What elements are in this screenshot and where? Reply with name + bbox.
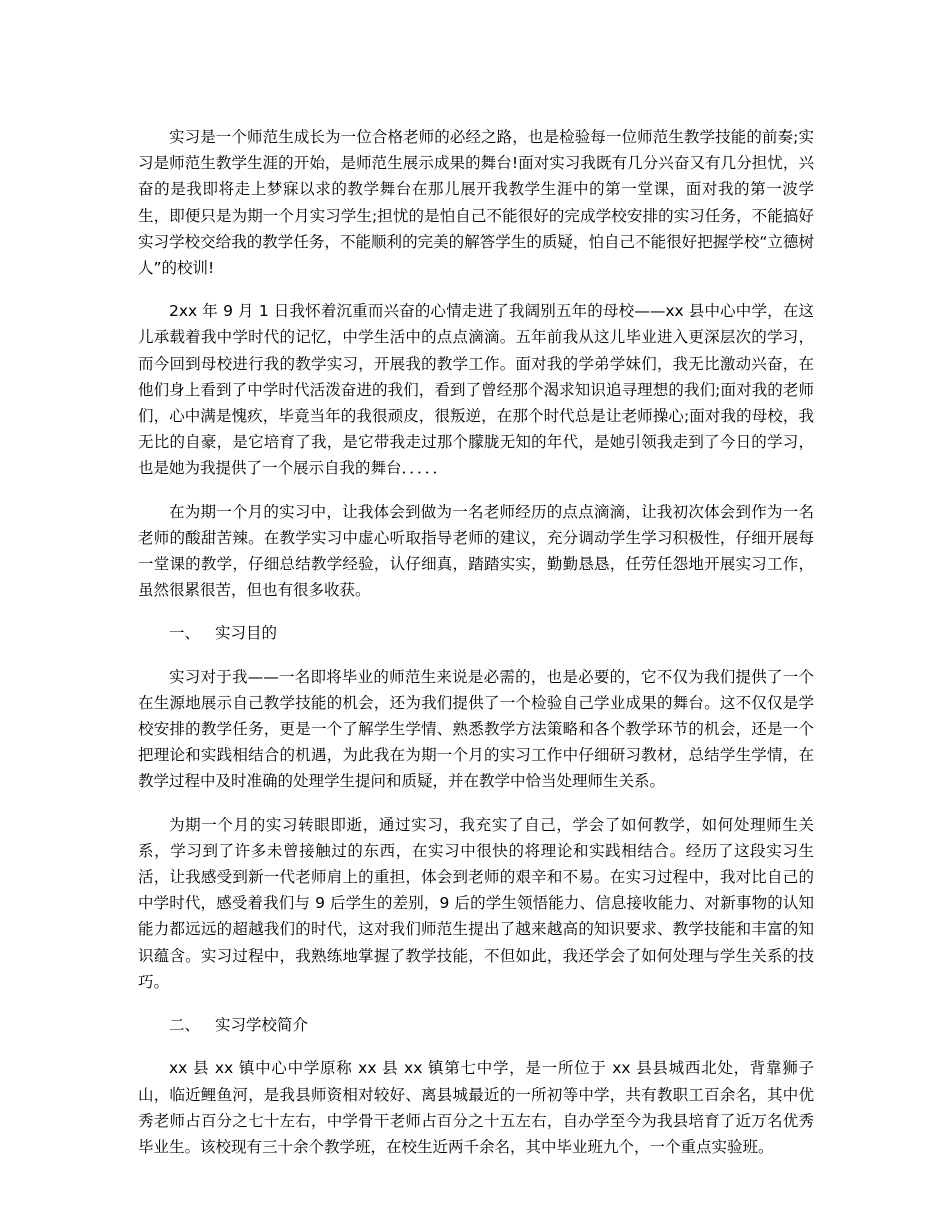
paragraph-school-intro: xx 县 xx 镇中心中学原称 xx 县 xx 镇第七中学，是一所位于 xx 县县城西北处，背靠狮子山，临近鲤鱼河，是我县师资相对较好、离县城最近的一所初等中学，共有教职工百余名，其中优秀老师占百分之七十左右，中学骨干老师占百分之十五左右，自办学至今为我县培育了近万名优秀毕业生。该校现有三十余个教学班，在校生近两千余名，其中毕业班九个，一个重点实验班。	[138, 1059, 814, 1156]
section-title: 实习目的	[215, 624, 278, 643]
paragraph-gains: 为期一个月的实习转眼即逝，通过实习，我充实了自己，学会了如何教学，如何处理师生关系，学习到了许多未曾接触过的东西，在实习中很快的将理论和实践相结合。经历了这段实习生活，让我感受到新一代老师肩上的重担，体会到老师的艰辛和不易。在实习过程中，我对比自己的中学时代，感受着我们与 9 后学生的差别，9 后的学生领悟能力、信息接收能力、对新事物的认知能力都远远的超越我们的时代，这对我们师范生提出了越来越高的知识要求、教学技能和丰富的知识蕴含。实习过程中，我熟练地掌握了教学技能，不但如此，我还学会了如何处理与学生关系的技巧。	[138, 815, 814, 991]
document-page	[138, 124, 814, 1177]
paragraph-purpose: 实习对于我——一名即将毕业的师范生来说是必需的，也是必要的，它不仅为我们提供了一个在生源地展示自己教学技能的机会，还为我们提供了一个检验自己学业成果的舞台。这不仅仅是学校安排的教学任务，更是一个了解学生学情、熟悉教学方法策略和各个教学环节的机会，还是一个把理论和实践相结合的机遇，为此我在为期一个月的实习工作中仔细研习教材，总结学生学情，在教学过程中及时准确的处理学生提问和质疑，并在教学中恰当处理师生关系。	[138, 667, 814, 791]
section-title: 实习学校简介	[215, 1016, 309, 1035]
paragraph-return-to-school: 2xx 年 9 月 1 日我怀着沉重而兴奋的心情走进了我阔别五年的母校——xx 县中心中学，在这儿承载着我中学时代的记忆，中学生活中的点点滴滴。五年前我从这儿毕业进入更深层次的学习，而今回到母校进行我的教学实习，开展我的教学工作。面对我的学弟学妹们，我无比激动兴奋，在他们身上看到了中学时代活泼奋进的我们，看到了曾经那个渴求知识追寻理想的我们;面对我的老师们，心中满是愧疚，毕竟当年的我很顽皮，很叛逆，在那个时代总是让老师操心;面对我的母校，我无比的自豪，是它培育了我，是它带我走过那个朦胧无知的年代，是她引领我走到了今日的学习，也是她为我提供了一个展示自我的舞台．．．．．	[138, 302, 814, 478]
paragraph-internship-experience: 在为期一个月的实习中，让我体会到做为一名老师经历的点点滴滴，让我初次体会到作为一名老师的酸甜苦辣。在教学实习中虚心听取指导老师的建议，充分调动学生学习积极性，仔细开展每一堂课的教学，仔细总结教学经验，认仔细真，踏踏实实，勤勤恳恳，任劳任怨地开展实习工作，虽然很累很苦，但也有很多收获。	[138, 502, 814, 600]
section-number: 二、	[169, 1016, 201, 1035]
section-heading-purpose	[138, 620, 814, 646]
section-number: 一、	[169, 624, 201, 643]
section-heading-school-intro	[138, 1012, 814, 1038]
paragraph-intro: 实习是一个师范生成长为一位合格老师的必经之路，也是检验每一位师范生教学技能的前奏;实习是师范生教学生涯的开始，是师范生展示成果的舞台!面对实习我既有几分兴奋又有几分担忧，兴奋的是我即将走上梦寐以求的教学舞台在那儿展开我教学生涯中的第一堂课，面对我的第一波学生，即便只是为期一个月实习学生;担忧的是怕自己不能很好的完成学校安排的实习任务，不能搞好实习学校交给我的教学任务，不能顺利的完美的解答学生的质疑，怕自己不能很好把握学校“立德树人”的校训!	[138, 128, 814, 278]
